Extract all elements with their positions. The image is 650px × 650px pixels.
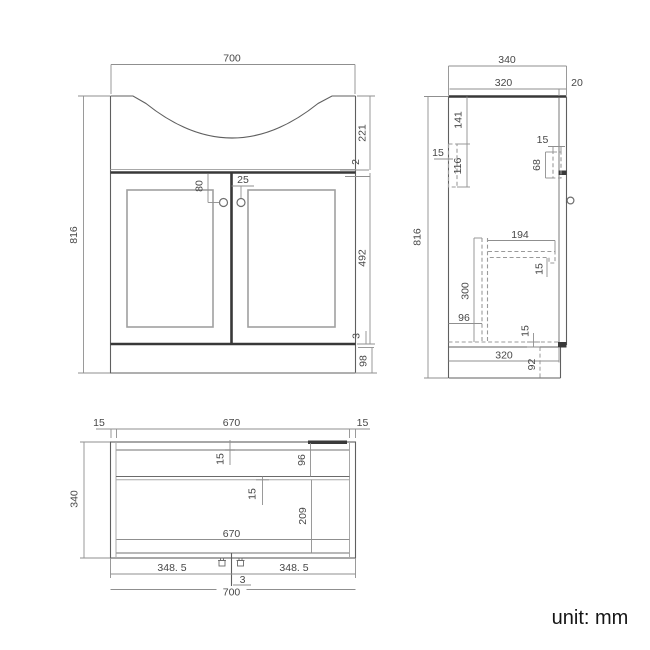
dim-side-bottom-panel-thickness: 15 (519, 325, 532, 337)
front-view (68, 53, 377, 374)
dim-side-left-bracket-width: 15 (432, 147, 444, 159)
dim-side-front-overhang: 20 (571, 77, 583, 89)
plan-wall-bracket (308, 441, 347, 445)
dim-front-handle-drop: 80 (193, 180, 206, 192)
dim-plan-right-panel: 15 (356, 417, 369, 429)
left-door-panel (127, 190, 213, 327)
dim-side-overall-depth: 340 (498, 54, 516, 66)
dim-side-shelf-depth: 194 (511, 229, 529, 241)
dim-plan-door-width-right: 348. 5 (279, 562, 309, 574)
dim-side-right-bracket-width: 15 (536, 134, 549, 146)
dim-side-overall-height: 816 (411, 228, 424, 246)
side-door-bottom-joint (558, 342, 567, 348)
dim-side-bracket-top-offset: 141 (452, 111, 465, 129)
dim-plan-overall-depth: 340 (68, 490, 81, 508)
dim-side-right-bracket-height: 68 (531, 159, 543, 171)
dim-front-overall-height: 816 (68, 226, 80, 244)
side-handle (567, 197, 574, 204)
side-view (412, 54, 583, 378)
dim-plan-front-depth: 209 (297, 507, 309, 525)
plan-view (69, 417, 371, 599)
dim-plan-door-width-left: 348. 5 (157, 562, 187, 574)
dim-front-door-gap: 3 (350, 333, 363, 339)
dim-front-handle-offset: 25 (237, 174, 249, 186)
left-door-handle (220, 199, 228, 207)
dim-side-divider-back-offset: 96 (458, 312, 470, 324)
unit-label: unit: mm (551, 607, 629, 629)
dim-side-divider-height: 300 (459, 282, 472, 300)
dim-plan-left-panel: 15 (93, 417, 105, 429)
dim-front-door-height: 492 (356, 249, 369, 267)
plan-left-knob (218, 558, 226, 566)
plan-outline (111, 442, 356, 558)
dim-side-carcass-depth: 320 (494, 77, 513, 89)
dim-plan-center-gap: 3 (239, 574, 246, 586)
dim-front-overall-width: 700 (223, 52, 241, 65)
dim-plan-bracket-depth: 96 (296, 454, 308, 466)
right-door-panel (248, 190, 335, 327)
dim-plan-inner-width-bottom: 670 (222, 528, 241, 540)
side-shelf-hidden (488, 252, 555, 264)
basin-curve (111, 96, 356, 138)
dim-front-counter-lip: 2 (350, 159, 362, 165)
plan-right-knob (237, 558, 245, 566)
dim-side-bottom-depth: 320 (495, 349, 513, 362)
dim-plan-inner-width-top: 670 (222, 417, 241, 429)
dim-front-basin-height: 221 (356, 124, 369, 142)
dim-side-shelf-thickness: 15 (533, 263, 546, 275)
right-door-handle (237, 199, 245, 207)
dim-front-plinth-height: 98 (357, 355, 370, 367)
dim-plan-overall-width: 700 (222, 586, 241, 599)
dim-side-left-bracket-height: 116 (452, 157, 464, 175)
dim-side-plinth-recess-height: 92 (526, 358, 538, 371)
dim-plan-rail-thickness: 15 (246, 488, 259, 500)
side-counter-joint (559, 171, 567, 176)
dim-plan-back-panel: 15 (214, 453, 227, 465)
